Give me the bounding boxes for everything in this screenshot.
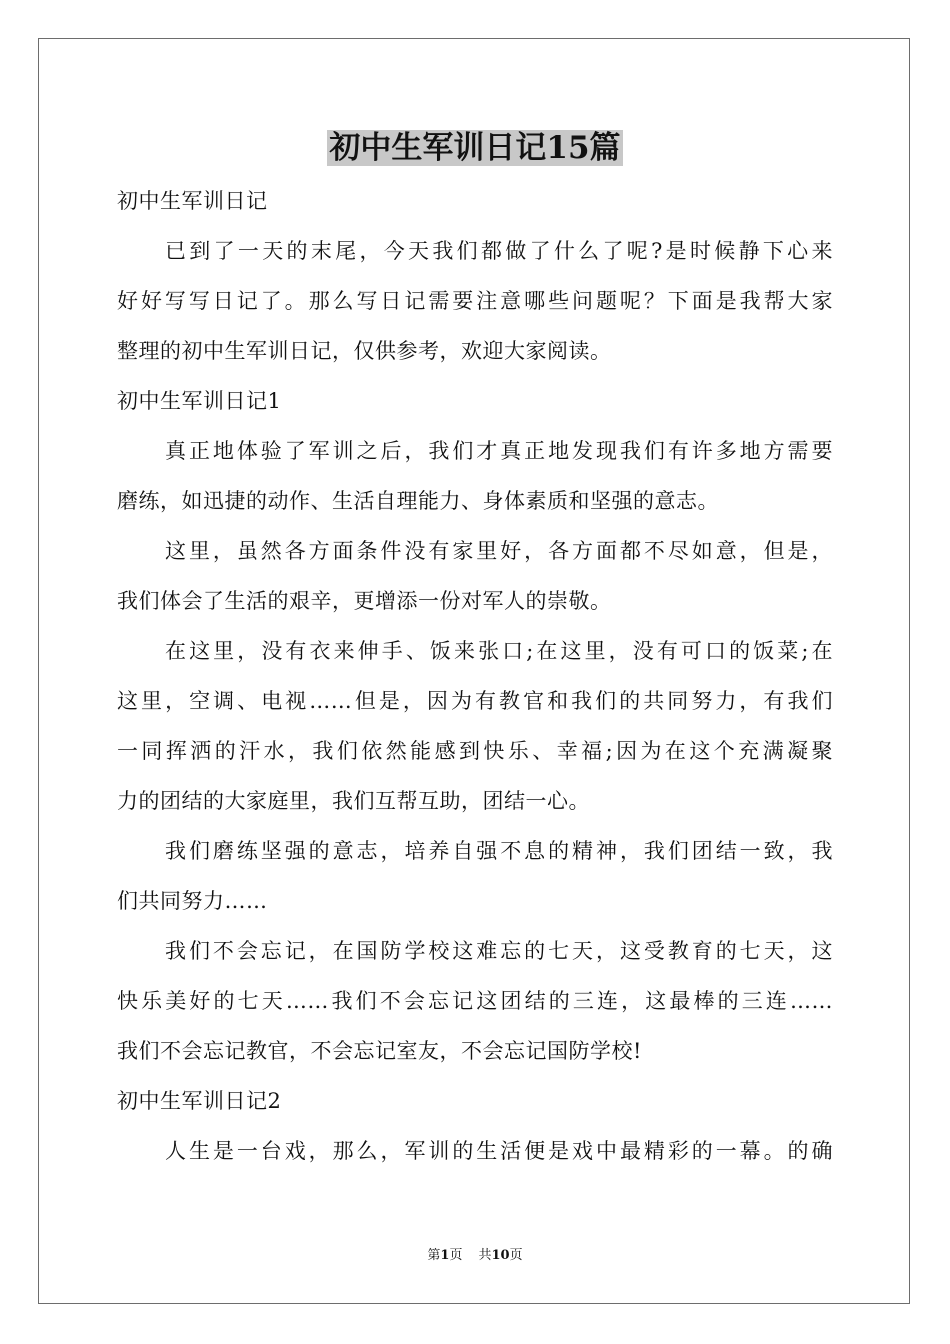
total-suffix: 页 <box>509 1248 523 1263</box>
text-line: 真正地体验了军训之后，我们才真正地发现我们有许多地方需要 <box>165 439 833 463</box>
text-line: 快乐美好的七天……我们不会忘记这团结的三连，这最棒的三连…… <box>117 989 833 1013</box>
page-prefix: 第 <box>427 1248 441 1263</box>
text-line: 我们磨练坚强的意志，培养自强不息的精神，我们团结一致，我 <box>165 839 833 863</box>
text-line: 我们体会了生活的艰辛，更增添一份对军人的崇敬。 <box>117 589 612 613</box>
text-line: 在这里，没有衣来伸手、饭来张口;在这里，没有可口的饭菜;在 <box>165 639 833 663</box>
text-line: 我们不会忘记，在国防学校这难忘的七天，这受教育的七天，这 <box>165 939 833 963</box>
text-line: 力的团结的大家庭里，我们互帮互助，团结一心。 <box>117 789 590 813</box>
text-line: 磨练，如迅捷的动作、生活自理能力、身体素质和坚强的意志。 <box>117 489 719 513</box>
text-line: 初中生军训日记1 <box>117 389 282 413</box>
text-line: 人生是一台戏，那么，军训的生活便是戏中最精彩的一幕。的确 <box>165 1139 833 1163</box>
total-page-count: 10 <box>491 1248 510 1263</box>
text-line: 初中生军训日记2 <box>117 1089 282 1113</box>
text-line: 这里，空调、电视……但是，因为有教官和我们的共同努力，有我们 <box>117 689 833 713</box>
text-line: 这里，虽然各方面条件没有家里好，各方面都不尽如意，但是， <box>165 539 833 563</box>
page-footer <box>0 1246 950 1266</box>
text-line: 初中生军训日记 <box>117 189 268 213</box>
text-line: 们共同努力…… <box>117 889 268 913</box>
total-prefix: 共 <box>478 1248 492 1263</box>
current-page-number: 1 <box>440 1248 450 1263</box>
text-line: 已到了一天的末尾，今天我们都做了什么了呢?是时候静下心来 <box>165 239 833 263</box>
text-line: 好好写写日记了。那么写日记需要注意哪些问题呢？下面是我帮大家 <box>117 289 833 313</box>
page-suffix: 页 <box>449 1248 463 1263</box>
text-line: 一同挥洒的汗水，我们依然能感到快乐、幸福;因为在这个充满凝聚 <box>117 739 833 763</box>
text-line: 我们不会忘记教官，不会忘记室友，不会忘记国防学校! <box>117 1039 642 1063</box>
document-title <box>0 128 950 168</box>
document-body <box>117 176 833 1176</box>
document-title-text: 初中生军训日记15篇 <box>329 130 621 166</box>
text-line: 整理的初中生军训日记，仅供参考，欢迎大家阅读。 <box>117 339 612 363</box>
